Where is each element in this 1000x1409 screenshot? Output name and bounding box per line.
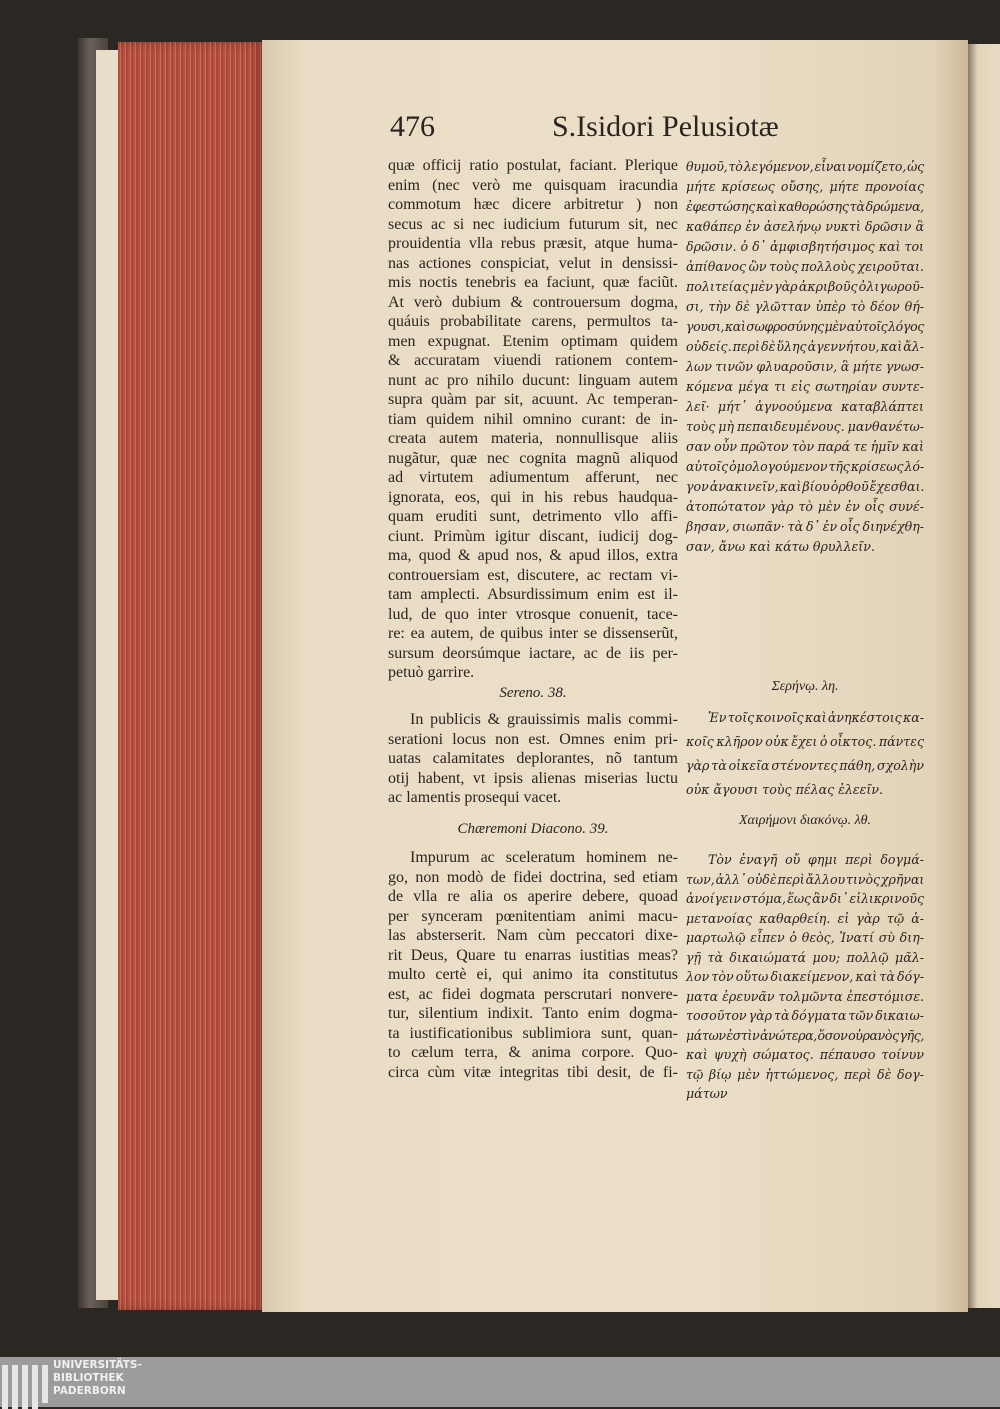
text-line: Τὸν ἐναγῆ οὔ φημι περὶ δογμά- (708, 852, 924, 867)
text-line: est, ac fidei dogmata perscrutari nonvere- (388, 985, 678, 1003)
text-line: las absterserit. Nam cùm peccatori dixe- (388, 927, 678, 944)
text-line: tam amplecti. Absurdissimum enim est il- (388, 586, 678, 603)
text-line: των, ἀλλ᾽ οὐδὲ περὶ ἄλλου τινὸς χρῆναι (686, 871, 925, 887)
text-line: uatas calamitates deplorantes, nõ tantum (388, 750, 678, 767)
text-line: ἐφεστώσης καὶ καθορώσης τὰ δρώμενα, (686, 199, 924, 214)
text-line: δρῶσιν. ὁ δ᾽ ἀμφισβητήσιμος καὶ τοι (686, 239, 924, 254)
heading-greek-39: Χαιρήμονι διακόνῳ. λθ. (738, 813, 872, 828)
text-line: enim (nec verò me quisquam iracundia (388, 176, 678, 194)
greek-column-1 (686, 157, 924, 557)
text-line: ἀπίθανος ὢν τοὺς πολλοὺς χειροῦται. (686, 259, 924, 274)
heading-latin-38: Sereno. 38. (499, 685, 567, 701)
text-line: ac lamentis prosequi vacet. (388, 789, 562, 806)
logo-line: PADERBORN (53, 1385, 126, 1397)
text-line: quáuis probabilitate carens, permultos ta- (388, 313, 678, 330)
page-number: 476 (390, 110, 435, 143)
logo-line: UNIVERSITÄTS- (53, 1359, 142, 1371)
text-line: οὐκ ἄγουσι τοὺς πέλας ἐλεεῖν. (686, 782, 883, 797)
text-line: & accuratam viuendi rationem contem- (388, 352, 678, 369)
next-page-edge (968, 44, 1000, 1308)
text-line: γουσι, καὶ σωφροσύνης μὲν αὐτοῖς λόγος (686, 319, 924, 334)
text-line: sursum deorsúmque iactare, ac de iis per- (388, 644, 678, 662)
library-footer (0, 1357, 1000, 1407)
text-line: σαν οὖν πρῶτον τὸν παρά τε ἡμῖν καὶ (686, 439, 924, 454)
text-line: controuersiam est, discutere, ac rectam vi- (388, 566, 678, 584)
text-line: secus ac si nec iudicium futurum sit, nec (388, 215, 678, 233)
greek-letter-38 (686, 706, 924, 802)
text-line: γὰρ τὰ οἰκεῖα στένοντες πάθη, σχολὴν (686, 758, 924, 773)
latin-letter-38 (388, 710, 678, 808)
text-line: αὐτοῖς ὁμολογούμενον τῆς κρίσεως λό- (686, 459, 924, 474)
heading-latin-39: Chæremoni Diacono. 39. (457, 821, 609, 837)
text-line: μάτων ἐστὶν ἀνώτερα, ὅσον οὐρανὸς γῆς, (686, 1027, 924, 1043)
text-line: serationi locus non est. Omnes enim pri- (388, 730, 678, 748)
text-line: πολιτείας μὲν γὰρ ἀκριβοῦς ὀλιγωροῦ- (686, 279, 924, 294)
text-line: re: ea autem, de quibus inter se dissenserũt, (388, 625, 678, 642)
text-line: nas actiones conspiciat, velut in densissi- (388, 254, 678, 272)
text-line: μαρτωλῷ εἶπεν ὁ θεὸς, Ἱνατί σὺ διη- (686, 930, 924, 945)
text-line: commotum hæc dicere arbitretur ) non (388, 196, 678, 213)
text-line: ἀνοίγειν στόμα, ἕως ἂν δι᾽ εἰλικρινοῦς (686, 891, 924, 906)
text-line: λεῖ· μήτ᾽ ἀγνοούμενα καταβλάπτει (686, 399, 924, 414)
text-line: to cælum terra, & anima corpore. Quo- (388, 1044, 678, 1061)
text-line: creata autem materia, nonnullisque aliis (388, 430, 678, 447)
text-line: prouidentia vlla rebus præsit, atque huma- (388, 235, 678, 252)
text-line: γον ἀνακινεῖν, καὶ βίου ὀρθοῦ ἔχεσθαι. (686, 479, 925, 494)
red-fore-edge (118, 42, 264, 1310)
latin-column-1 (388, 156, 678, 683)
text-line: βησαν, σιωπᾶν· τὰ δ᾽ ἐν οἷς διηνέχθη- (686, 519, 924, 534)
text-line: σαν, ἄνω καὶ κάτω θρυλλεῖν. (686, 539, 875, 554)
text-line: ciunt. Primùm igitur discant, iudicij dog- (388, 527, 678, 545)
text-line: ματα ἐρευνᾶν τολμῶντα ἐπεστόμισε. (686, 988, 925, 1004)
text-line: lud, de quo inter vtrosque conuenit, tace- (388, 605, 678, 623)
text-line: καθάπερ ἐν ἀσελήνῳ νυκτὶ δρῶσιν ἃ (686, 219, 924, 234)
text-line: ignorata, eos, qui in his rebus haudqua- (388, 488, 678, 506)
text-line: κοῖς κλῆρον οὐκ ἔχει ὁ οἶκτος. πάντες (686, 734, 925, 749)
text-line: multo certè ei, qui animo ita constitutus (388, 966, 678, 983)
text-line: ta iustificationibus sublimiora sunt, quan- (388, 1024, 678, 1042)
text-line: μετανοίας καθαρθείη. εἰ γὰρ τῷ ἁ- (686, 910, 924, 926)
text-line: γῇ τὰ δικαιώματά μου; πολλῷ μᾶλ- (686, 949, 924, 965)
text-line: τοὺς μὴ πεπαιδευμένους. μανθανέτω- (686, 419, 924, 434)
text-line: κόμενα μέγα τι εἰς σωτηρίαν συντε- (686, 379, 924, 394)
text-line: otij habent, vt ipsis alienas miserias luctu (388, 769, 678, 787)
text-line: circa cùm vitæ integritas tibi desit, de fi- (388, 1063, 678, 1081)
text-line: ma, quod & apud nos, & apud illos, extra (388, 547, 678, 564)
text-line: supra quàm par sit, acuunt. Ac temperan- (388, 391, 678, 408)
text-line: οὐδείς. περὶ δὲ ὕλης ἀγεννήτου, καὶ ἄλ- (686, 339, 924, 354)
text-line: ad virtutem adiumentum afferunt, nec (388, 469, 678, 486)
text-line: τοσοῦτον γὰρ τὰ δόγματα τῶν δικαιω- (686, 1008, 925, 1023)
text-line: τῷ βίῳ μὲν ἡττώμενος, περὶ δὲ δογ- (686, 1066, 924, 1082)
text-line: Ἐν τοῖς κοινοῖς καὶ ἀνηκέστοις κα- (708, 710, 924, 725)
text-line: nugãtur, quæ nec cognita magnũ aliquod (388, 449, 678, 467)
text-line: ἀτοπώτατον γὰρ τὸ μὲν ἐν οἷς συνέ- (686, 499, 924, 514)
greek-letter-39 (686, 850, 924, 1104)
text-line: tur, silentium indixit. Tanto enim dogma- (388, 1005, 678, 1022)
text-line: μάτων (686, 1086, 728, 1101)
text-line: quæ officij ratio postulat, faciant. Plerique (388, 157, 678, 174)
text-line: quam eruditi sunt, detrimento vllo affi- (388, 508, 678, 525)
text-line: Impurum ac sceleratum hominem ne- (410, 849, 678, 866)
text-line: λων τινῶν φλυαροῦσιν, ἃ μήτε γνωσ- (686, 359, 924, 374)
text-line: καὶ ψυχὴ σώματος. πέπαυσο τοίνυν (686, 1047, 924, 1062)
text-line: tiam quidem nihil omnino curant: de in- (388, 410, 678, 428)
text-line: In publicis & grauissimis malis commi- (410, 711, 678, 728)
text-line: σι, τὴν δὲ γλῶτταν ὑπὲρ τὸ δέον θή- (686, 299, 924, 314)
text-line: go, non modò de fidei doctrina, sed etiam (388, 868, 678, 886)
latin-letter-39 (388, 848, 678, 1082)
running-title: S.Isidori Pelusiotæ (552, 110, 779, 143)
text-line: nunt ac pro nihilo ducunt: linguam autem (388, 371, 678, 389)
text-line: λον τὸν οὕτω διακείμενον, καὶ τὰ δόγ- (686, 969, 924, 984)
text-line: mis noctis tenebris ea faciunt, quæ faciũt. (388, 274, 678, 291)
text-line: rit Deus, Quare tu enarras iustitias meas? (388, 946, 678, 964)
text-line: men expugnat. Etenim optimam quidem (388, 332, 678, 350)
text-line: petuò garrire. (388, 664, 475, 681)
library-logo-text (53, 1359, 142, 1398)
text-line: μήτε κρίσεως οὔσης, μήτε προνοίας (686, 179, 924, 194)
logo-line: BIBLIOTHEK (53, 1372, 124, 1384)
heading-greek-38: Σερήνῳ. λη. (771, 679, 839, 694)
text-line: At verò dubium & controuersum dogma, (388, 293, 678, 311)
text-line: per synceram pœnitentiam animi macu- (388, 907, 678, 925)
text-line: θυμοῦ, τὸ λεγόμενον, εἶναι νομίζετο, ὡς (686, 159, 924, 174)
text-line: de vlla re alia os aperire debere, quoad (388, 888, 678, 905)
